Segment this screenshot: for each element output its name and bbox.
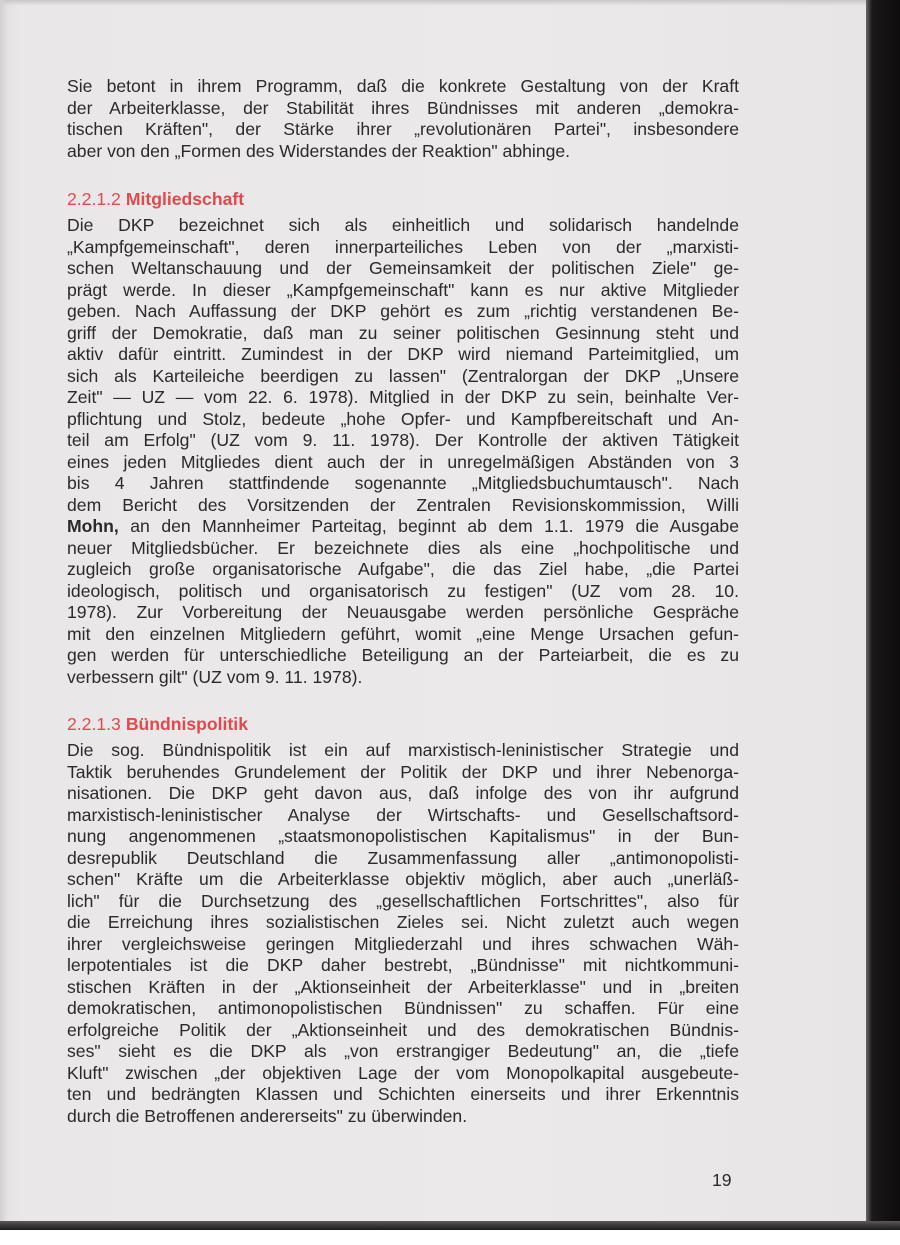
paragraph-line: verbessern gilt" (UZ vom 9. 11. 1978). xyxy=(67,666,363,687)
paragraph-line: aber von den „Formen des Widerstandes der Reaktion" abhinge. xyxy=(67,140,571,161)
paragraph-line: stischen Kräften in der „Aktionseinheit der Arbeiterklasse" und in „breiten xyxy=(67,976,739,997)
paragraph-line: ses" sieht es die DKP als „von erstrangiger Bedeutung" an, die „tiefe xyxy=(67,1041,739,1061)
page-number: 19 xyxy=(712,1170,732,1190)
paragraph-line: gen werden für unterschiedliche Beteiligung an der Parteiarbeit, die es zu xyxy=(67,645,739,665)
page-bottom-edge xyxy=(0,1221,900,1230)
paragraph-line: aktiv dafür eintritt. Zumindest in der DKP wird niemand Parteimitglied, um xyxy=(67,344,739,364)
paragraph-line: ihrer vergleichsweise geringen Mitgliederzahl und ihres schwachen Wäh- xyxy=(67,933,739,954)
paragraph-line: zugleich große organisatorische Aufgabe", die das Ziel habe, „die Partei xyxy=(67,559,739,579)
paragraph-line: griff der Demokratie, daß man zu seiner politischen Gesinnung steht und xyxy=(67,322,739,343)
paragraph-line: schen Weltanschauung und der Gemeinsamkeit der politischen Ziele" ge- xyxy=(67,258,739,278)
mitgliedschaft-paragraph xyxy=(67,215,739,688)
background-margin xyxy=(0,1230,900,1245)
paragraph-line: mit den einzelnen Mitgliedern geführt, womit „eine Menge Ursachen gefun- xyxy=(67,623,739,644)
paragraph-line: „Kampfgemeinschaft", deren innerparteiliches Leben von der „marxisti- xyxy=(67,236,739,257)
intro-paragraph xyxy=(67,76,739,162)
paragraph-line: teil am Erfolg" (UZ vom 9. 11. 1978). Der Kontrolle der aktiven Tätigkeit xyxy=(67,430,739,450)
section-heading-mitgliedschaft xyxy=(67,189,244,211)
paragraph-line: lich" für die Durchsetzung des „gesellschaftlichen Fortschrittes", also für xyxy=(67,890,739,911)
paragraph-line: Taktik beruhendes Grundelement der Politik der DKP und ihrer Nebenorga- xyxy=(67,761,739,782)
paragraph-line: marxistisch-leninistischer Analyse der Wirtschafts- und Gesellschaftsord- xyxy=(67,804,739,825)
paragraph-line: desrepublik Deutschland die Zusammenfassung aller „antimonopolisti- xyxy=(67,847,739,868)
page-left-shadow xyxy=(0,0,8,1230)
paragraph-line: Sie betont in ihrem Programm, daß die konkrete Gestaltung von der Kraft xyxy=(67,76,739,96)
section-number: 2.2.1.2 xyxy=(67,189,121,209)
paragraph-line: sich als Karteileiche beerdigen zu lassen" (Zentralorgan der DKP „Unsere xyxy=(67,365,739,386)
section-title: Mitgliedschaft xyxy=(125,189,245,209)
section-heading-buendnispolitik xyxy=(67,714,248,736)
person-name-mohn: Mohn, xyxy=(67,516,119,536)
paragraph-line: neuer Mitgliedsbücher. Er bezeichnete dies als eine „hochpolitische und xyxy=(67,537,739,558)
paragraph-line: Kluft" zwischen „der objektiven Lage der vom Monopolkapital ausgebeute- xyxy=(67,1062,739,1083)
paragraph-line: erfolgreiche Politik der „Aktionseinheit und des demokratischen Bündnis- xyxy=(67,1019,739,1040)
paragraph-line-with-name xyxy=(67,516,739,538)
paragraph-line: geben. Nach Auffassung der DKP gehört es zum „richtig verstandenen Be- xyxy=(67,301,739,321)
paragraph-line: Die DKP bezeichnet sich als einheitlich und solidarisch handelnde xyxy=(67,215,739,235)
paragraph-line: ten und bedrängten Klassen und Schichten einerseits und ihrer Erkenntnis xyxy=(67,1084,739,1104)
paragraph-line: eines jeden Mitgliedes dient auch der in unregelmäßigen Abständen von 3 xyxy=(67,451,739,472)
paragraph-line: Die sog. Bündnispolitik ist ein auf marxistisch-leninistischer Strategie und xyxy=(67,740,739,760)
paragraph-line: pflichtung und Stolz, bedeute „hohe Opfer- und Kampfbereitschaft und An- xyxy=(67,408,739,429)
paragraph-line: demokratischen, antimonopolistischen Bündnissen" zu schaffen. Für eine xyxy=(67,998,739,1018)
line-continuation: an den Mannheimer Parteitag, beginnt ab dem 1.1. 1979 die Ausgabe xyxy=(118,516,739,536)
page-top-shadow xyxy=(0,0,866,6)
book-spine-shadow xyxy=(866,0,900,1230)
buendnispolitik-paragraph xyxy=(67,740,739,1127)
paragraph-line: schen" Kräfte um die Arbeiterklasse objektiv möglich, aber auch „unerläß- xyxy=(67,869,739,889)
paragraph-line: nisationen. Die DKP geht davon aus, daß infolge des von ihr aufgrund xyxy=(67,783,739,803)
section-title: Bündnispolitik xyxy=(125,714,248,734)
paragraph-line: nung angenommenen „staatsmonopolistischen Kapitalismus" in der Bun- xyxy=(67,826,739,846)
paragraph-line: dem Bericht des Vorsitzenden der Zentralen Revisionskommission, Willi xyxy=(67,494,739,515)
paragraph-line: die Erreichung ihres sozialistischen Zieles sei. Nicht zuletzt auch wegen xyxy=(67,912,739,932)
paragraph-line: ideologisch, politisch und organisatorisch zu festigen" (UZ vom 28. 10. xyxy=(67,580,739,601)
paragraph-line: Zeit" — UZ — vom 22. 6. 1978). Mitglied in der DKP zu sein, beinhalte Ver- xyxy=(67,387,739,407)
paragraph-line: durch die Betroffenen andererseits" zu überwinden. xyxy=(67,1105,468,1126)
paragraph-line: prägt werde. In dieser „Kampfgemeinschaft" kann es nur aktive Mitglieder xyxy=(67,279,739,300)
paragraph-line: bis 4 Jahren stattfindende sogenannte „Mitgliedsbuchumtausch". Nach xyxy=(67,473,739,493)
paragraph-line: tischen Kräften", der Stärke ihrer „revolutionären Partei", insbesondere xyxy=(67,119,739,139)
paragraph-line: der Arbeiterklasse, der Stabilität ihres Bündnisses mit anderen „demokra- xyxy=(67,97,739,118)
paragraph-line: 1978). Zur Vorbereitung der Neuausgabe werden persönliche Gespräche xyxy=(67,602,739,622)
paragraph-line: lerpotentiales ist die DKP daher bestrebt, „Bündnisse" mit nichtkommuni- xyxy=(67,955,739,975)
section-number: 2.2.1.3 xyxy=(67,714,121,734)
